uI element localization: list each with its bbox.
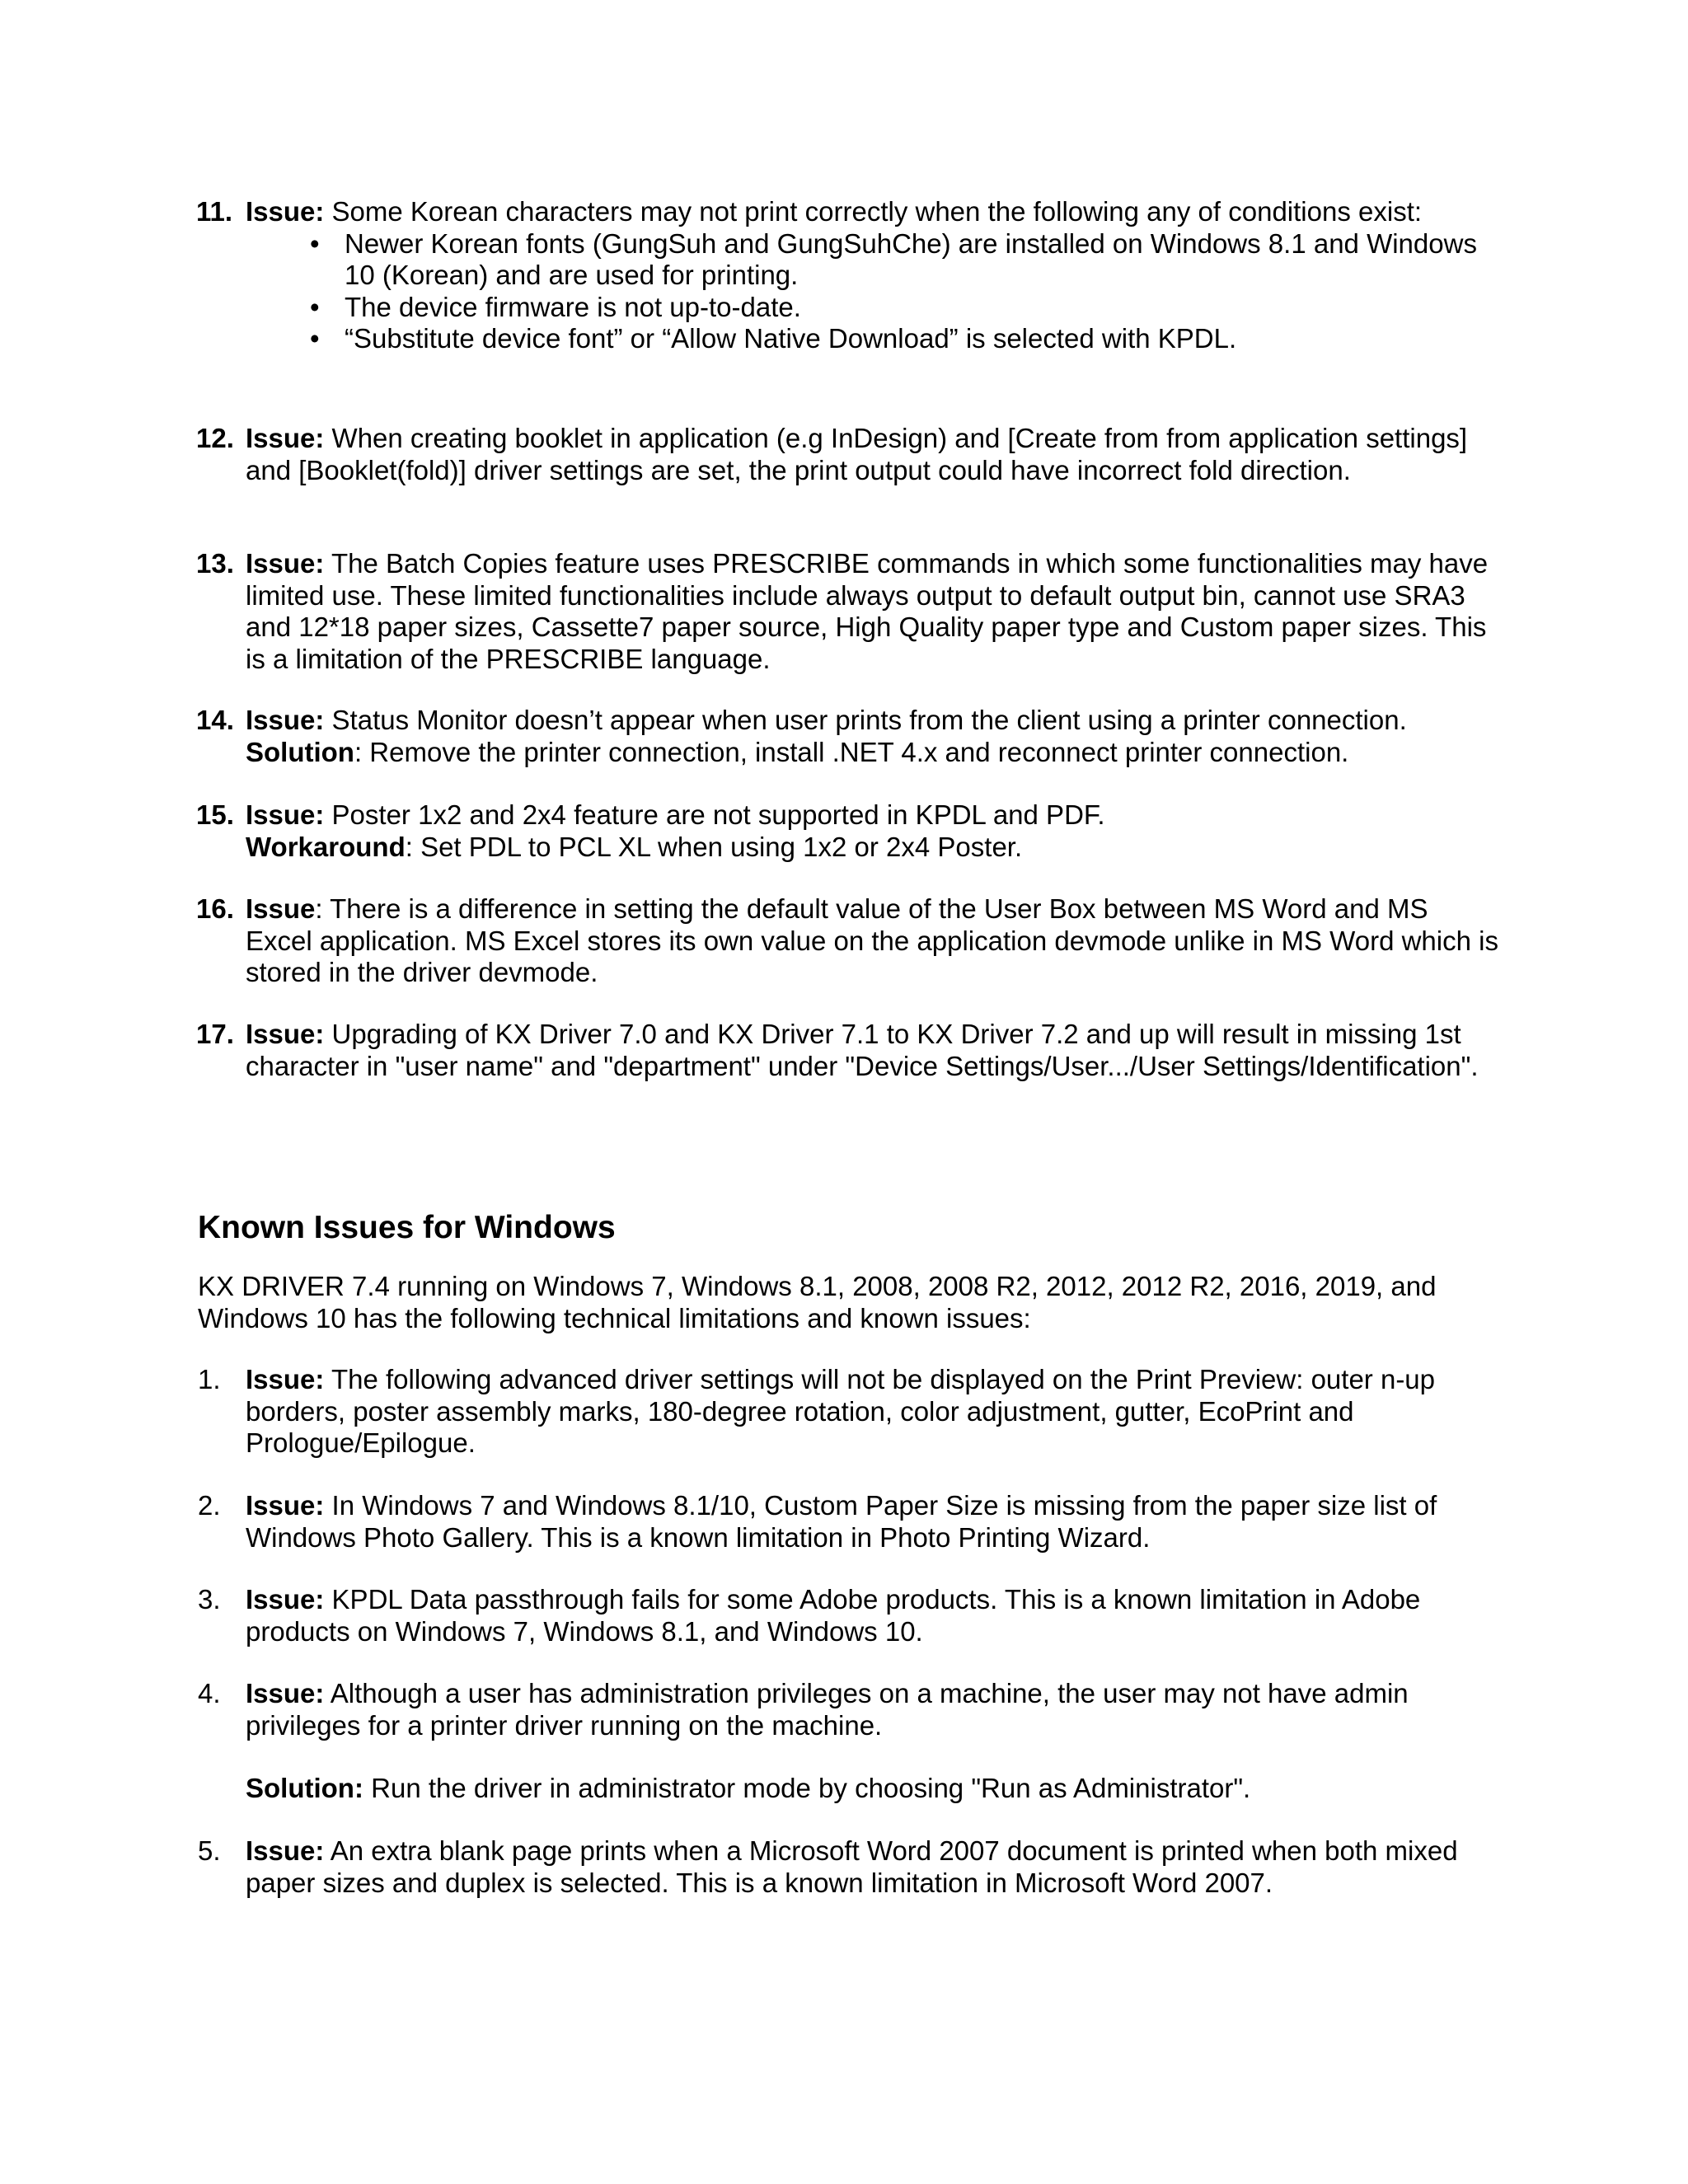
issue-text: In Windows 7 and Windows 8.1/10, Custom Paper Size is missing from the paper size list of Windows Photo Gallery. This is a known limitation in Photo Printing Wizard. (246, 1490, 1437, 1553)
section-intro: KX DRIVER 7.4 running on Windows 7, Windows 8.1, 2008, 2008 R2, 2012, 2012 R2, 2016, 2019, and Windows 10 has the following technical limitations and known issues: (198, 1271, 1437, 1333)
item-text (246, 1678, 1498, 1741)
issue-text: An extra blank page prints when a Microsoft Word 2007 document is printed when both mixed paper sizes and duplex is selected. This is a known limitation in Microsoft Word 2007. (246, 1835, 1458, 1898)
item-number: 5. (198, 1835, 221, 1866)
item-text (246, 196, 1498, 228)
windows-issue-2 (198, 1490, 1498, 1554)
condition-list (246, 228, 1498, 355)
issue-label: Issue: (246, 196, 325, 227)
issue-label: Issue: (246, 1364, 325, 1394)
issue-label: Issue: (246, 1019, 325, 1049)
issue-label: Issue: (246, 1584, 325, 1615)
issue-label: Issue: (246, 1835, 325, 1866)
solution-text (246, 737, 1498, 769)
issue-text: Status Monitor doesn’t appear when user prints from the client using a printer connection. (331, 705, 1407, 735)
issue-text: When creating booklet in application (e.g InDesign) and [Create from from application settings] and [Booklet(fold)] driver settings are set, the print output could have incorrect fold direction. (246, 423, 1468, 485)
item-text (246, 548, 1498, 675)
solution-text (246, 1773, 1498, 1805)
solution-body: : Remove the printer connection, install .NET 4.x and reconnect printer connection. (354, 736, 1349, 767)
item-text (246, 1584, 1498, 1647)
issue-item-15 (196, 799, 1498, 863)
item-text (246, 1019, 1498, 1082)
item-number: 12. (196, 423, 234, 453)
item-text (246, 1835, 1498, 1899)
bullet-icon: • (310, 291, 320, 322)
bullet-text: “Substitute device font” or “Allow Native Download” is selected with KPDL. (345, 323, 1237, 354)
section-heading: Known Issues for Windows (198, 1210, 616, 1245)
bullet-text: The device firmware is not up-to-date. (345, 291, 801, 322)
workaround-body: : Set PDL to PCL XL when using 1x2 or 2x4 Poster. (405, 831, 1023, 862)
issue-item-14 (196, 705, 1498, 768)
issue-text: The Batch Copies feature uses PRESCRIBE commands in which some functionalities may have limited use. These limited functionalities include always output to default output bin, cannot use SRA3 and 12*18 paper sizes, Cassette7 paper source, High Quality paper type and Custom paper sizes. This is a limitation of the PRESCRIBE language. (246, 548, 1489, 674)
issue-text: Upgrading of KX Driver 7.0 and KX Driver 7.1 to KX Driver 7.2 and up will result in missing 1st character in "user name" and "department" under "Device Settings/User.../User Settings/Identification". (246, 1019, 1479, 1081)
item-number: 3. (198, 1584, 221, 1615)
issue-text: Some Korean characters may not print correctly when the following any of conditions exist: (331, 196, 1423, 227)
issue-item-16 (196, 893, 1498, 989)
issue-label: Issue: (246, 1490, 325, 1521)
solution-body: Run the driver in administrator mode by choosing "Run as Administrator". (371, 1773, 1251, 1803)
item-text (246, 423, 1498, 486)
bullet-icon: • (310, 323, 320, 354)
bullet-text: Newer Korean fonts (GungSuh and GungSuhChe) are installed on Windows 8.1 and Windows 10 (Korean) and are used for printing. (345, 227, 1477, 290)
workaround-label: Workaround (246, 831, 406, 862)
bullet-icon: • (310, 227, 320, 259)
item-text (246, 1364, 1498, 1460)
issue-label: Issue: (246, 1678, 325, 1708)
issue-label: Issue: (246, 799, 325, 830)
item-number: 15. (196, 799, 234, 830)
issue-item-12 (196, 423, 1498, 486)
issue-label: Issue: (246, 423, 325, 453)
issue-label: Issue: (246, 548, 325, 579)
solution-label: Solution (246, 736, 354, 767)
issue-item-11 (196, 196, 1498, 355)
bullet-item (246, 292, 1498, 324)
item-number: 1. (198, 1364, 221, 1394)
windows-issue-1 (198, 1364, 1498, 1460)
item-number: 17. (196, 1019, 234, 1049)
item-text (246, 1490, 1498, 1554)
issue-text: Although a user has administration privileges on a machine, the user may not have admin privileges for a printer driver running on the machine. (246, 1678, 1409, 1741)
issue-item-17 (196, 1019, 1498, 1082)
windows-issue-5 (198, 1835, 1498, 1899)
issue-text: : There is a difference in setting the default value of the User Box between MS Word and MS Excel application. MS Excel stores its own value on the application devmode unlike in MS Word which is stored in the driver devmode. (246, 893, 1498, 987)
item-number: 4. (198, 1678, 221, 1708)
item-number: 16. (196, 893, 234, 924)
solution-label: Solution: (246, 1773, 363, 1803)
issue-label: Issue (246, 893, 316, 924)
issue-label: Issue: (246, 705, 325, 735)
windows-issue-4 (198, 1678, 1498, 1805)
item-number: 11. (196, 196, 233, 227)
bullet-item (246, 228, 1498, 292)
item-number: 14. (196, 705, 234, 735)
issue-item-13 (196, 548, 1498, 675)
bullet-item (246, 323, 1498, 355)
issue-text: KPDL Data passthrough fails for some Adobe products. This is a known limitation in Adobe products on Windows 7, Windows 8.1, and Windows 10. (246, 1584, 1421, 1647)
item-number: 13. (196, 548, 234, 579)
issue-text: Poster 1x2 and 2x4 feature are not supported in KPDL and PDF. (331, 799, 1105, 830)
item-text (246, 893, 1498, 989)
item-text (246, 705, 1498, 737)
workaround-text (246, 832, 1498, 864)
issue-text: The following advanced driver settings will not be displayed on the Print Preview: outer n-up borders, poster assembly marks, 180-degree rotation, color adjustment, gutter, EcoPrint and Prologue/Epilogue. (246, 1364, 1436, 1458)
item-text (246, 799, 1498, 832)
item-number: 2. (198, 1490, 221, 1521)
windows-issue-3 (198, 1584, 1498, 1647)
